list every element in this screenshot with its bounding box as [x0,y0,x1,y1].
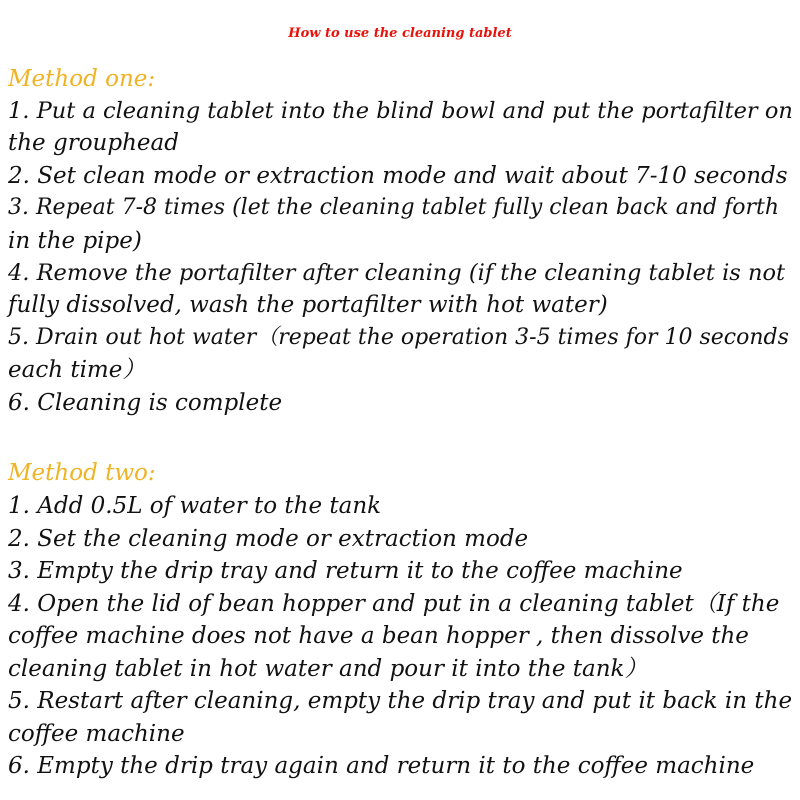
method-two-heading: Method two: [8,460,156,486]
method-one-line: 4. Remove the portafilter after cleaning (if the cleaning tablet is not [8,260,786,286]
page-title: How to use the cleaning tablet [288,26,512,41]
method-two-line: 4. Open the lid of bean hopper and put in a cleaning tablet（If the [8,591,780,617]
method-one-line: each time） [8,357,146,383]
method-two-line: 3. Empty the drip tray and return it to the coffee machine [8,558,683,584]
method-two-line: cleaning tablet in hot water and pour it into the tank） [8,656,648,682]
method-one-line: in the pipe) [8,228,142,254]
method-two-line: 6. Empty the drip tray again and return it to the coffee machine [8,753,755,779]
method-one-line: fully dissolved, wash the portafilter with hot water) [8,292,608,318]
method-one-line: 1. Put a cleaning tablet into the blind bowl and put the portafilter on [8,98,793,124]
method-two-line: 1. Add 0.5L of water to the tank [8,493,382,519]
method-one-line: 6. Cleaning is complete [8,390,283,416]
method-one-line: 5. Drain out hot water（repeat the operation 3-5 times for 10 seconds [8,325,789,350]
method-one-line: 3. Repeat 7-8 times (let the cleaning tablet fully clean back and forth [8,195,780,220]
method-two-line: coffee machine [8,721,185,747]
method-one-line: the grouphead [8,130,179,156]
method-two-line: 2. Set the cleaning mode or extraction mode [8,526,529,552]
method-one-line: 2. Set clean mode or extraction mode and wait about 7-10 seconds [8,163,788,189]
method-one-heading: Method one: [8,66,156,92]
method-two-line: coffee machine does not have a bean hopper , then dissolve the [8,623,749,649]
method-two-line: 5. Restart after cleaning, empty the drip tray and put it back in the [8,688,793,714]
